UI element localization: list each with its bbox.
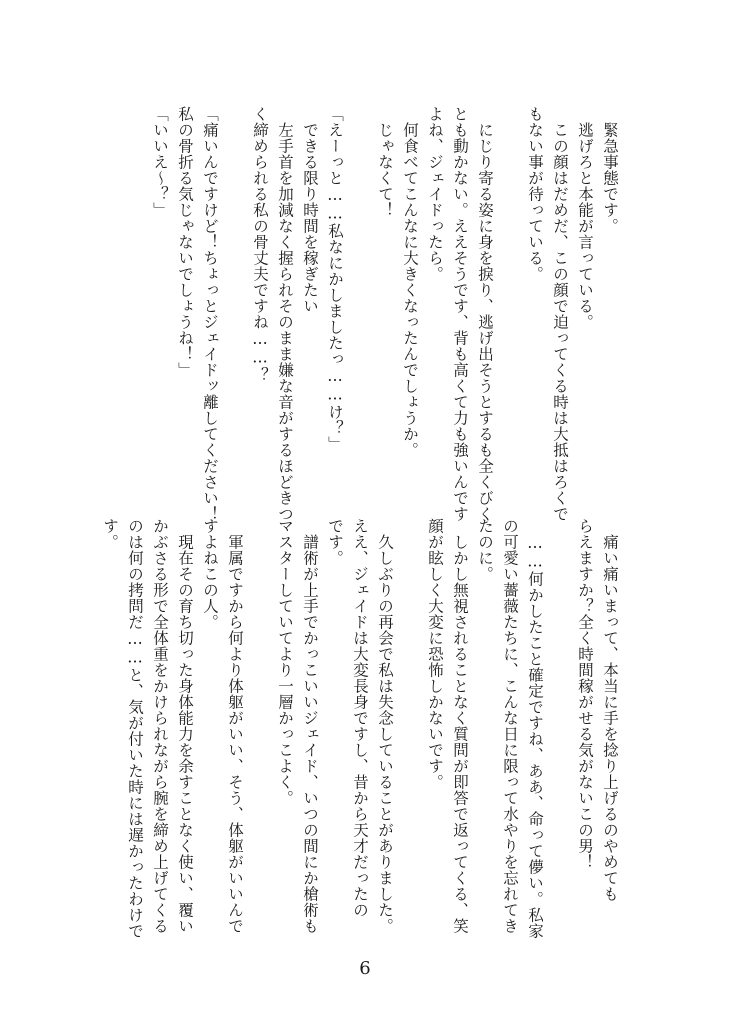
- text-line: できる限り時間を稼ぎたい: [301, 121, 319, 314]
- text-line: 譜術が上手でかっこいいジェイド、いつの間にか槍術も: [301, 533, 319, 934]
- text-line: 「えーっと……私なにかしましたっ……け？」: [326, 106, 344, 452]
- text-line: く締められる私の骨丈夫ですね……？: [251, 106, 269, 383]
- text-line: すよねこの人。: [201, 518, 219, 630]
- text-line: 緊急事態です。: [601, 121, 619, 234]
- text-line: らえますか？全く時間稼がせる気がないこの男！: [576, 518, 594, 870]
- text-line: 久しぶりの再会で私は失念していることがありました。: [376, 533, 394, 934]
- top-text-block: [151, 106, 622, 522]
- text-line: 顔が眩しく大変に恐怖しかないです。: [426, 518, 444, 790]
- text-line: しかし無視されることなく質問が即答で返ってくる、笑: [451, 533, 469, 934]
- text-line: もない事が待っている。: [526, 106, 544, 282]
- text-line: のは何の拷問だ……と、気が付いた時には遅かったわけで: [126, 518, 144, 939]
- text-line: の可愛い薔薇たちに、こんな日に限って水やりを忘れてき: [501, 518, 519, 934]
- text-line: 「いいえ～？」: [151, 106, 169, 218]
- text-line: 私の骨折る気じゃないでしょうね！」: [176, 106, 194, 378]
- page-number: 6: [359, 958, 371, 979]
- text-line: ええ、ジェイドは大変長身ですし、昔から天才だったの: [351, 518, 369, 918]
- text-line: です。: [326, 518, 344, 566]
- text-line: 何食べてこんなに大きくなったんでしょうか。: [401, 121, 419, 458]
- text-line: よね、ジェイドったら。: [426, 106, 444, 282]
- text-line: 軍属ですから何より体躯がいい、そう、体躯がいいんで: [226, 533, 244, 934]
- text-line: マスターしていてより一層かっこよく。: [276, 518, 294, 806]
- text-line: 現在その育ち切った身体能力を余すことなく使い、覆い: [176, 533, 194, 934]
- text-line: 「痛いんですけど！ちょっとジェイドッ離してください！: [201, 106, 219, 522]
- text-line: ……何かしたこと確定ですね、ああ、命って儚い。私家: [526, 533, 544, 939]
- text-line: す。: [101, 518, 119, 550]
- text-line: この顔はだめだ、この顔で迫ってくる時は大抵はろくで: [551, 121, 569, 522]
- bottom-text-block: [101, 518, 622, 939]
- text-line: たのに。: [476, 518, 494, 582]
- text-line: じゃなくて！: [376, 121, 394, 218]
- text-line: 痛い痛いまって、本当に手を捻り上げるのやめても: [601, 533, 619, 902]
- text-line: 逃げろと本能が言っている。: [576, 121, 594, 330]
- text-line: にじり寄る姿に身を捩り、逃げ出そうとするも全くびく: [476, 121, 494, 522]
- text-line: とも動かない。ええそうです、背も高くて力も強いんです: [451, 106, 469, 522]
- text-line: かぶさる形で全体重をかけられながら腕を締め上げてくる: [151, 518, 169, 934]
- text-line: 左手首を加減なく握られそのまま嫌な音がするほどきつ: [276, 121, 294, 522]
